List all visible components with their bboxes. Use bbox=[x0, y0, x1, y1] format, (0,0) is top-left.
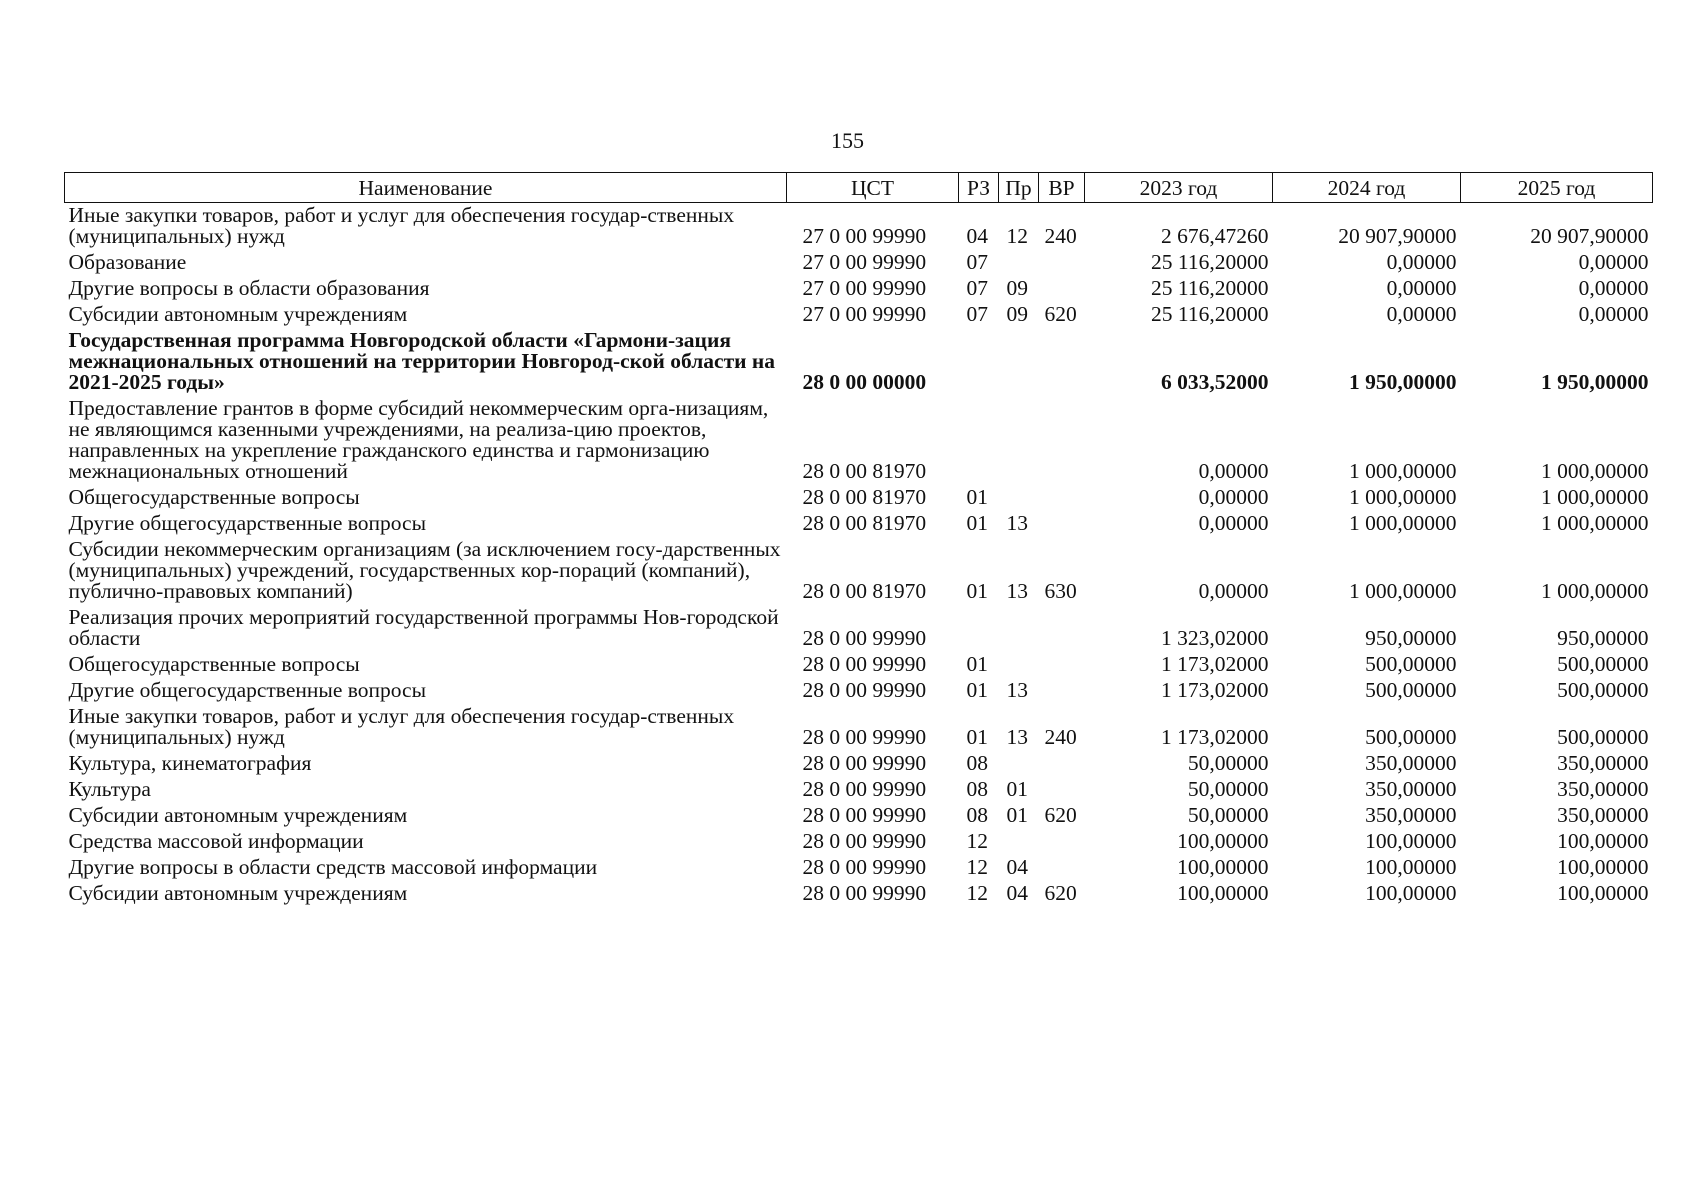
cell-y2024: 1 000,00000 bbox=[1349, 485, 1457, 509]
cell-y2023: 0,00000 bbox=[1198, 511, 1269, 535]
cell-name: Другие общегосударственные вопросы bbox=[68, 678, 427, 702]
cell-y2025: 100,00000 bbox=[1557, 881, 1649, 905]
table-row bbox=[65, 537, 1653, 605]
cell-rz bbox=[959, 605, 999, 652]
cell-y2023: 25 116,20000 bbox=[1151, 276, 1269, 300]
cell-y2025: 1 000,00000 bbox=[1541, 459, 1649, 483]
cell-cst: 28 0 00 99990 bbox=[802, 751, 927, 775]
cell-rz: 08 bbox=[966, 777, 988, 801]
table-row bbox=[65, 328, 1653, 396]
cell-vr: 630 bbox=[1044, 579, 1077, 603]
cell-vr bbox=[1039, 777, 1085, 803]
cell-name: Субсидии автономным учреждениям bbox=[68, 803, 408, 827]
cell-y2024: 350,00000 bbox=[1365, 751, 1457, 775]
table-row bbox=[65, 704, 1653, 751]
cell-pr: 13 bbox=[1006, 678, 1028, 702]
cell-y2023: 0,00000 bbox=[1198, 485, 1269, 509]
cell-y2025: 1 000,00000 bbox=[1541, 579, 1649, 603]
cell-name: Культура, кинематография bbox=[68, 751, 312, 775]
cell-rz: 07 bbox=[966, 276, 988, 300]
cell-name: Субсидии автономным учреждениям bbox=[68, 302, 408, 326]
cell-name: Государственная программа Новгородской области «Гармони-зация межнациональных отношений на территории Новгород-ской области на 2021-2025 годы» bbox=[68, 328, 776, 394]
cell-y2025: 500,00000 bbox=[1557, 678, 1649, 702]
cell-name: Другие вопросы в области средств массовой информации bbox=[68, 855, 598, 879]
cell-y2024: 1 950,00000 bbox=[1349, 370, 1457, 394]
cell-cst: 28 0 00 99990 bbox=[802, 855, 927, 879]
table-row bbox=[65, 485, 1653, 511]
cell-cst: 28 0 00 99990 bbox=[802, 881, 927, 905]
cell-name: Предоставление грантов в форме субсидий некоммерческим орга-низациям, не являющимся казенными учреждениями, на реализа-цию проектов, направленных на укрепление гражданского единства и гармонизацию межнациональных отношений bbox=[68, 396, 769, 483]
cell-y2023: 100,00000 bbox=[1177, 829, 1269, 853]
cell-y2023: 1 173,02000 bbox=[1161, 652, 1269, 676]
cell-y2025: 1 000,00000 bbox=[1541, 485, 1649, 509]
header-cst: ЦСТ bbox=[787, 173, 959, 203]
cell-y2025: 500,00000 bbox=[1557, 725, 1649, 749]
cell-cst: 28 0 00 81970 bbox=[802, 485, 927, 509]
cell-pr: 09 bbox=[1006, 276, 1028, 300]
cell-rz: 07 bbox=[966, 302, 988, 326]
cell-rz: 08 bbox=[966, 751, 988, 775]
cell-pr bbox=[999, 829, 1039, 855]
cell-cst: 28 0 00 81970 bbox=[802, 459, 927, 483]
cell-pr bbox=[999, 751, 1039, 777]
cell-name: Образование bbox=[68, 250, 187, 274]
cell-y2025: 0,00000 bbox=[1578, 276, 1649, 300]
table-row bbox=[65, 250, 1653, 276]
header-name: Наименование bbox=[65, 173, 787, 203]
cell-rz bbox=[959, 396, 999, 485]
cell-cst: 27 0 00 99990 bbox=[802, 276, 927, 300]
cell-pr bbox=[999, 605, 1039, 652]
header-vr: ВР bbox=[1039, 173, 1085, 203]
table-row bbox=[65, 511, 1653, 537]
cell-y2025: 0,00000 bbox=[1578, 250, 1649, 274]
cell-pr bbox=[999, 652, 1039, 678]
cell-rz: 01 bbox=[966, 678, 988, 702]
table-row bbox=[65, 203, 1653, 251]
cell-vr: 240 bbox=[1044, 725, 1077, 749]
cell-name: Общегосударственные вопросы bbox=[68, 652, 360, 676]
cell-rz bbox=[959, 328, 999, 396]
cell-cst: 28 0 00 99990 bbox=[802, 725, 927, 749]
table-row bbox=[65, 829, 1653, 855]
table-row bbox=[65, 803, 1653, 829]
cell-pr bbox=[999, 485, 1039, 511]
cell-name: Другие вопросы в области образования bbox=[68, 276, 430, 300]
cell-pr: 04 bbox=[1006, 855, 1028, 879]
cell-rz: 01 bbox=[966, 511, 988, 535]
cell-cst: 28 0 00 81970 bbox=[802, 511, 927, 535]
cell-y2023: 50,00000 bbox=[1187, 803, 1269, 827]
cell-name: Субсидии автономным учреждениям bbox=[68, 881, 408, 905]
cell-cst: 28 0 00 99990 bbox=[802, 777, 927, 801]
table-row bbox=[65, 396, 1653, 485]
table-row bbox=[65, 276, 1653, 302]
cell-vr bbox=[1039, 605, 1085, 652]
cell-vr bbox=[1039, 511, 1085, 537]
header-rz: РЗ bbox=[959, 173, 999, 203]
header-2023: 2023 год bbox=[1085, 173, 1273, 203]
cell-name: Субсидии некоммерческим организациям (за исключением госу-дарственных (муниципальных) учреждений, государственных кор-пораций (компаний), публично-правовых компаний) bbox=[68, 537, 781, 603]
cell-y2024: 500,00000 bbox=[1365, 678, 1457, 702]
cell-rz: 01 bbox=[966, 579, 988, 603]
budget-table bbox=[64, 172, 1653, 907]
cell-vr: 240 bbox=[1044, 224, 1077, 248]
cell-cst: 28 0 00 99990 bbox=[802, 652, 927, 676]
cell-pr bbox=[999, 328, 1039, 396]
cell-vr bbox=[1039, 485, 1085, 511]
cell-cst: 27 0 00 99990 bbox=[802, 302, 927, 326]
cell-rz: 08 bbox=[966, 803, 988, 827]
cell-y2025: 350,00000 bbox=[1557, 751, 1649, 775]
cell-vr bbox=[1039, 276, 1085, 302]
cell-pr: 04 bbox=[1006, 881, 1028, 905]
cell-pr bbox=[999, 250, 1039, 276]
table-row bbox=[65, 302, 1653, 328]
cell-cst: 28 0 00 81970 bbox=[802, 579, 927, 603]
cell-cst: 27 0 00 99990 bbox=[802, 224, 927, 248]
cell-y2025: 20 907,90000 bbox=[1530, 224, 1649, 248]
cell-y2025: 100,00000 bbox=[1557, 829, 1649, 853]
cell-y2024: 500,00000 bbox=[1365, 652, 1457, 676]
cell-vr bbox=[1039, 328, 1085, 396]
cell-vr bbox=[1039, 250, 1085, 276]
cell-rz: 12 bbox=[966, 855, 988, 879]
cell-y2024: 100,00000 bbox=[1365, 881, 1457, 905]
cell-y2023: 25 116,20000 bbox=[1151, 302, 1269, 326]
cell-y2024: 100,00000 bbox=[1365, 829, 1457, 853]
table-row bbox=[65, 678, 1653, 704]
cell-cst: 28 0 00 99990 bbox=[802, 803, 927, 827]
cell-name: Реализация прочих мероприятий государственной программы Нов-городской области bbox=[68, 605, 779, 650]
cell-y2025: 350,00000 bbox=[1557, 803, 1649, 827]
cell-pr: 13 bbox=[1006, 511, 1028, 535]
table-header-row bbox=[65, 173, 1653, 203]
cell-vr: 620 bbox=[1044, 302, 1077, 326]
cell-y2023: 0,00000 bbox=[1198, 579, 1269, 603]
cell-y2024: 1 000,00000 bbox=[1349, 511, 1457, 535]
cell-y2024: 0,00000 bbox=[1386, 250, 1457, 274]
cell-y2023: 2 676,47260 bbox=[1161, 224, 1269, 248]
cell-rz: 04 bbox=[966, 224, 988, 248]
header-2024: 2024 год bbox=[1273, 173, 1461, 203]
cell-y2024: 950,00000 bbox=[1365, 626, 1457, 650]
header-pr: Пр bbox=[999, 173, 1039, 203]
cell-vr: 620 bbox=[1044, 803, 1077, 827]
cell-y2023: 100,00000 bbox=[1177, 881, 1269, 905]
table-row bbox=[65, 605, 1653, 652]
cell-y2023: 1 173,02000 bbox=[1161, 725, 1269, 749]
cell-y2023: 100,00000 bbox=[1177, 855, 1269, 879]
table-row bbox=[65, 777, 1653, 803]
cell-vr bbox=[1039, 829, 1085, 855]
cell-vr: 620 bbox=[1044, 881, 1077, 905]
cell-cst: 27 0 00 99990 bbox=[802, 250, 927, 274]
cell-y2023: 0,00000 bbox=[1198, 459, 1269, 483]
cell-cst: 28 0 00 99990 bbox=[802, 829, 927, 853]
cell-pr: 01 bbox=[1006, 777, 1028, 801]
cell-name: Культура bbox=[68, 777, 151, 801]
table-row bbox=[65, 652, 1653, 678]
cell-pr bbox=[999, 396, 1039, 485]
header-2025: 2025 год bbox=[1461, 173, 1653, 203]
cell-cst: 28 0 00 99990 bbox=[802, 678, 927, 702]
cell-y2025: 350,00000 bbox=[1557, 777, 1649, 801]
cell-y2025: 0,00000 bbox=[1578, 302, 1649, 326]
cell-pr: 13 bbox=[1006, 579, 1028, 603]
cell-y2023: 50,00000 bbox=[1187, 751, 1269, 775]
cell-vr bbox=[1039, 678, 1085, 704]
cell-rz: 07 bbox=[966, 250, 988, 274]
cell-cst: 28 0 00 99990 bbox=[802, 626, 927, 650]
cell-rz: 01 bbox=[966, 652, 988, 676]
cell-y2025: 500,00000 bbox=[1557, 652, 1649, 676]
cell-pr: 13 bbox=[1006, 725, 1028, 749]
page-number: 155 bbox=[831, 128, 864, 153]
cell-rz: 12 bbox=[966, 829, 988, 853]
cell-y2024: 20 907,90000 bbox=[1338, 224, 1457, 248]
cell-y2024: 350,00000 bbox=[1365, 803, 1457, 827]
cell-rz: 01 bbox=[966, 725, 988, 749]
cell-y2023: 1 323,02000 bbox=[1161, 626, 1269, 650]
table-row bbox=[65, 881, 1653, 907]
cell-pr: 01 bbox=[1006, 803, 1028, 827]
cell-y2023: 25 116,20000 bbox=[1151, 250, 1269, 274]
cell-y2024: 100,00000 bbox=[1365, 855, 1457, 879]
cell-name: Иные закупки товаров, работ и услуг для обеспечения государ-ственных (муниципальных) нужд bbox=[68, 203, 735, 248]
cell-y2023: 6 033,52000 bbox=[1161, 370, 1269, 394]
cell-vr bbox=[1039, 652, 1085, 678]
table-body bbox=[65, 203, 1653, 908]
cell-vr bbox=[1039, 855, 1085, 881]
table-row bbox=[65, 855, 1653, 881]
cell-y2025: 100,00000 bbox=[1557, 855, 1649, 879]
table-row bbox=[65, 751, 1653, 777]
cell-y2025: 1 000,00000 bbox=[1541, 511, 1649, 535]
cell-y2023: 1 173,02000 bbox=[1161, 678, 1269, 702]
cell-pr: 09 bbox=[1006, 302, 1028, 326]
cell-y2025: 950,00000 bbox=[1557, 626, 1649, 650]
cell-y2024: 1 000,00000 bbox=[1349, 579, 1457, 603]
cell-y2024: 350,00000 bbox=[1365, 777, 1457, 801]
cell-name: Общегосударственные вопросы bbox=[68, 485, 360, 509]
cell-name: Иные закупки товаров, работ и услуг для обеспечения государ-ственных (муниципальных) нужд bbox=[68, 704, 735, 749]
cell-y2024: 500,00000 bbox=[1365, 725, 1457, 749]
cell-rz: 01 bbox=[966, 485, 988, 509]
cell-y2025: 1 950,00000 bbox=[1541, 370, 1649, 394]
cell-name: Другие общегосударственные вопросы bbox=[68, 511, 427, 535]
cell-vr bbox=[1039, 751, 1085, 777]
cell-y2024: 1 000,00000 bbox=[1349, 459, 1457, 483]
cell-cst: 28 0 00 00000 bbox=[802, 370, 927, 394]
cell-y2024: 0,00000 bbox=[1386, 302, 1457, 326]
cell-pr: 12 bbox=[1006, 224, 1028, 248]
cell-y2023: 50,00000 bbox=[1187, 777, 1269, 801]
cell-rz: 12 bbox=[966, 881, 988, 905]
cell-vr bbox=[1039, 396, 1085, 485]
cell-name: Средства массовой информации bbox=[68, 829, 364, 853]
cell-y2024: 0,00000 bbox=[1386, 276, 1457, 300]
